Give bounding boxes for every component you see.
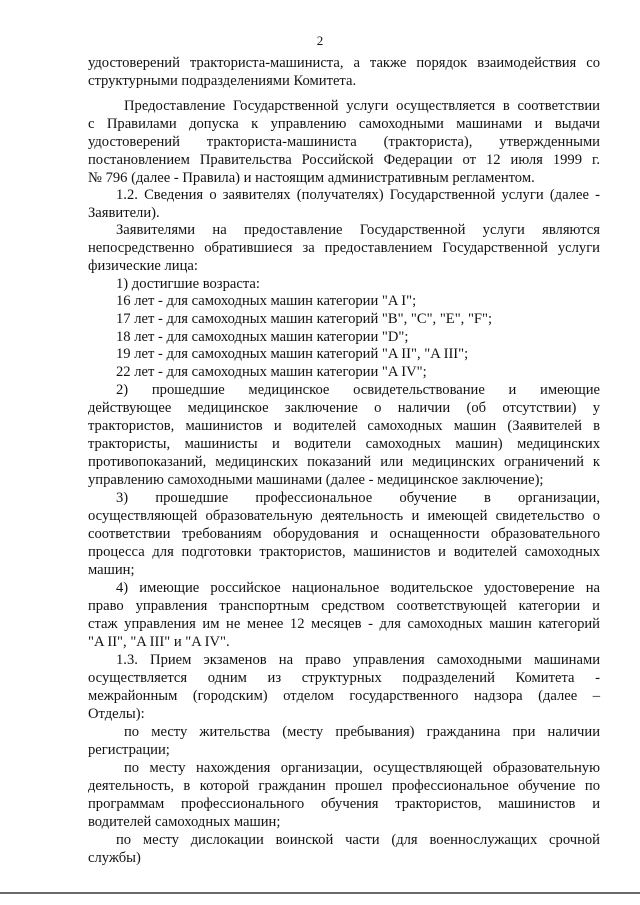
text-line: 16 лет - для самоходных машин категории "A I"; [116, 293, 417, 309]
text-line: постановлением Правительства Российской Федерации от 12 июля 1999 г. [88, 152, 600, 168]
text-line: 1.2. Сведения о заявителях (получателях) Государственной услуги (далее - [116, 187, 600, 203]
text-line: Заявители). [88, 205, 160, 221]
text-line: "A II", "A III" и "A IV". [88, 634, 230, 650]
text-line: по месту нахождения организации, осуществляющей образовательную [124, 760, 600, 776]
text-line: удостоверений тракториста-машиниста (тракториста), утвержденными [88, 134, 600, 150]
text-line: № 796 (далее - Правила) и настоящим административным регламентом. [88, 170, 535, 186]
text-line: 19 лет - для самоходных машин категорий "A II", "A III"; [116, 346, 469, 362]
page-bottom-edge [0, 892, 640, 894]
text-line: Предоставление Государственной услуги осуществляется в соответствии [124, 98, 600, 114]
text-line: осуществляющей образовательную деятельность и имеющей свидетельство о [88, 508, 600, 524]
text-line: регистрации; [88, 742, 170, 758]
text-line: Отделы): [88, 706, 145, 722]
text-line: структурными подразделениями Комитета. [88, 73, 357, 89]
text-line: физические лица: [88, 258, 198, 274]
text-line: право управления транспортным средством соответствующей категории и [88, 598, 600, 614]
text-line: Заявителями на предоставление Государственной услуги являются [116, 222, 600, 238]
text-line: осуществляется одним из структурных подразделений Комитета - [88, 670, 600, 686]
text-line: 1) достигшие возраста: [116, 276, 260, 292]
text-line: 18 лет - для самоходных машин категории "D"; [116, 329, 409, 345]
text-line: с Правилами допуска к управлению самоходными машинами и выдачи [88, 116, 600, 132]
text-line: 3) прошедшие профессиональное обучение в организации, [116, 490, 600, 506]
text-line: программам профессионального обучения трактористов, машинистов и [88, 796, 600, 812]
text-line: 1.3. Прием экзаменов на право управления самоходными машинами [116, 652, 600, 668]
text-line: водителей самоходных машин; [88, 814, 281, 830]
text-line: процесса для подготовки трактористов, машинистов и водителей самоходных [88, 544, 600, 560]
text-line: деятельность, в которой гражданин прошел профессиональное обучение по [88, 778, 600, 794]
text-line: соответствии требованиям оборудования и оснащенности образовательного [88, 526, 600, 542]
text-line: по месту дислокации воинской части (для военнослужащих срочной [116, 832, 600, 848]
text-line: 4) имеющие российское национальное водительское удостоверение на [116, 580, 600, 596]
text-line: 17 лет - для самоходных машин категорий "B", "C", "E", "F"; [116, 311, 493, 327]
text-line: стаж управления им не менее 12 месяцев - для самоходных машин категорий [88, 616, 600, 632]
text-line: машин; [88, 562, 135, 578]
text-line: управлению самоходными машинами (далее - медицинское заключение); [88, 472, 544, 488]
text-line: противопоказаний, медицинских показаний или медицинских ограничений к [88, 454, 600, 470]
text-line: трактористов, машинистов и водителей самоходных машин (Заявителей в [88, 418, 600, 434]
text-line: 22 лет - для самоходных машин категории "A IV"; [116, 364, 427, 380]
text-line: непосредственно обратившиеся за предоставлением Государственной услуги [88, 240, 600, 256]
text-line: службы) [88, 850, 141, 866]
text-line: 2) прошедшие медицинское освидетельствование и имеющие [116, 382, 600, 398]
page-number: 2 [316, 33, 324, 48]
text-line: по месту жительства (месту пребывания) гражданина при наличии [124, 724, 600, 740]
text-line: удостоверений тракториста-машиниста, а также порядок взаимодействия со [88, 55, 600, 71]
text-line: межрайонным (городским) отделом государственного надзора (далее – [88, 688, 600, 704]
text-line: трактористы, машинисты и водители самоходных машин) медицинских [88, 436, 600, 452]
text-line: действующее медицинское заключение о наличии (об отсутствии) у [88, 400, 600, 416]
